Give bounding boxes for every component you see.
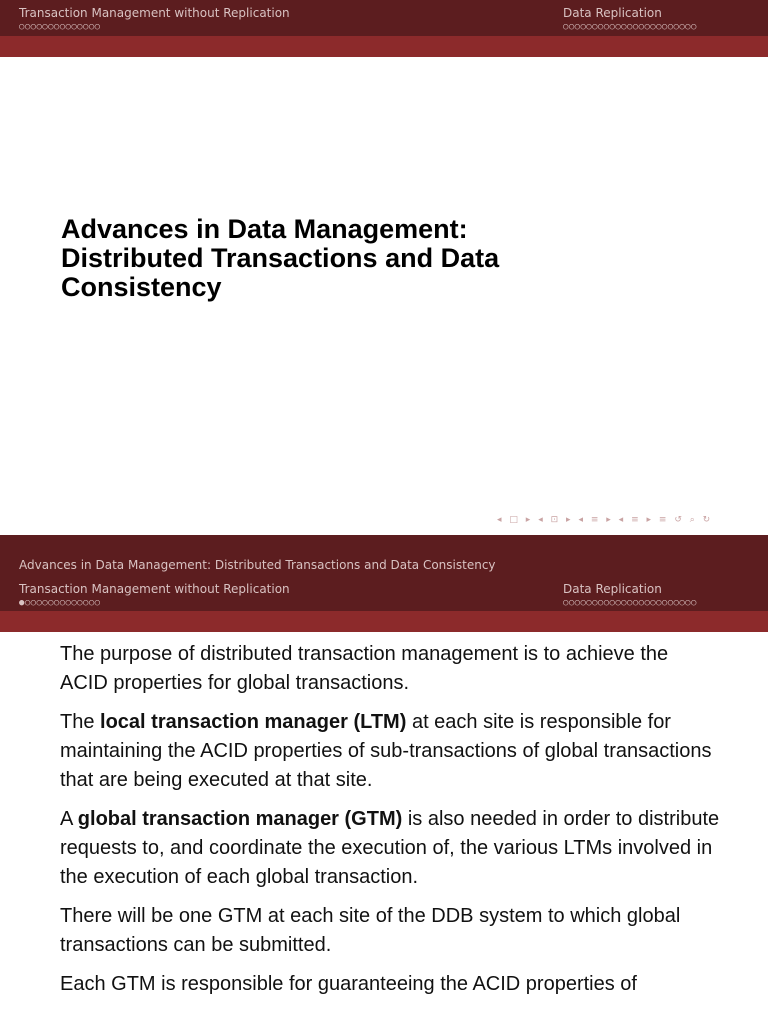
toc-icon[interactable]: ≡ bbox=[658, 515, 667, 525]
slide-body bbox=[60, 640, 720, 1009]
paragraph bbox=[60, 970, 720, 999]
subsection-icon[interactable]: ≡ bbox=[590, 515, 599, 525]
next-frame-icon[interactable]: ▸ bbox=[566, 515, 571, 525]
title-line: Consistency bbox=[61, 272, 222, 302]
text: is also needed in order to distribute requests to, and coordinate the execution of, the various LTMs involved in the execution of each global transaction. bbox=[60, 808, 720, 888]
next-section-icon[interactable]: ▸ bbox=[646, 515, 652, 525]
title-line: Advances in Data Management: bbox=[61, 214, 468, 244]
bold-term: local transaction manager (LTM) bbox=[100, 711, 407, 733]
frame-icon[interactable]: ⊡ bbox=[550, 515, 559, 525]
section-link-transaction-management[interactable]: Transaction Management without Replication bbox=[19, 582, 290, 596]
section-link-transaction-management[interactable]: Transaction Management without Replication bbox=[19, 6, 290, 20]
paragraph bbox=[60, 902, 720, 960]
beamer-navigation-bar bbox=[497, 515, 715, 525]
prev-frame-icon[interactable]: ◂ bbox=[538, 515, 543, 525]
text: Each GTM is responsible for guaranteeing the ACID properties of bbox=[60, 973, 637, 995]
text: The bbox=[60, 711, 101, 733]
next-slide-icon[interactable]: ▸ bbox=[525, 515, 531, 525]
section-progress-dots[interactable]: ●○○○○○○○○○○○○○ bbox=[19, 598, 101, 608]
section-link-data-replication[interactable]: Data Replication bbox=[563, 582, 662, 596]
search-icon[interactable]: ⌕ bbox=[689, 515, 695, 525]
header-bar bbox=[0, 611, 768, 632]
prev-section-icon[interactable]: ◂ bbox=[618, 515, 624, 525]
paragraph bbox=[60, 640, 720, 698]
header-navigation bbox=[0, 535, 768, 611]
section-progress-dots[interactable]: ○○○○○○○○○○○○○○○○○○○○○○○ bbox=[563, 598, 697, 608]
text: The purpose of distributed transaction management is to achieve the ACID properties for global transactions. bbox=[60, 643, 669, 694]
section-link-data-replication[interactable]: Data Replication bbox=[563, 6, 662, 20]
text: A bbox=[60, 808, 78, 830]
slide-icon[interactable]: □ bbox=[509, 515, 518, 525]
title-line: Distributed Transactions and Data bbox=[61, 243, 500, 273]
back-icon[interactable]: ↺ bbox=[674, 515, 682, 525]
forward-icon[interactable]: ↻ bbox=[702, 515, 711, 525]
prev-slide-icon[interactable]: ◂ bbox=[497, 515, 502, 525]
section-icon[interactable]: ≡ bbox=[631, 515, 639, 525]
text: There will be one GTM at each site of the DDB system to which global transactions can be submitted. bbox=[60, 905, 681, 956]
next-subsection-icon[interactable]: ▸ bbox=[606, 515, 611, 525]
text: at each site is responsible for maintaining the ACID properties of sub-transactions of global transactions that are being executed at that site. bbox=[60, 711, 712, 791]
prev-subsection-icon[interactable]: ◂ bbox=[578, 515, 583, 525]
bold-term: global transaction manager (GTM) bbox=[77, 808, 403, 830]
paragraph bbox=[60, 708, 720, 795]
header-navigation bbox=[0, 0, 768, 36]
presentation-title: Advances in Data Management: Distributed Transactions and Data Consistency bbox=[19, 558, 496, 572]
paragraph bbox=[60, 805, 720, 892]
header-bar bbox=[0, 36, 768, 57]
section-progress-dots[interactable]: ○○○○○○○○○○○○○○ bbox=[19, 22, 101, 32]
section-progress-dots[interactable]: ○○○○○○○○○○○○○○○○○○○○○○○ bbox=[563, 22, 697, 32]
slide-title-text bbox=[61, 215, 621, 302]
